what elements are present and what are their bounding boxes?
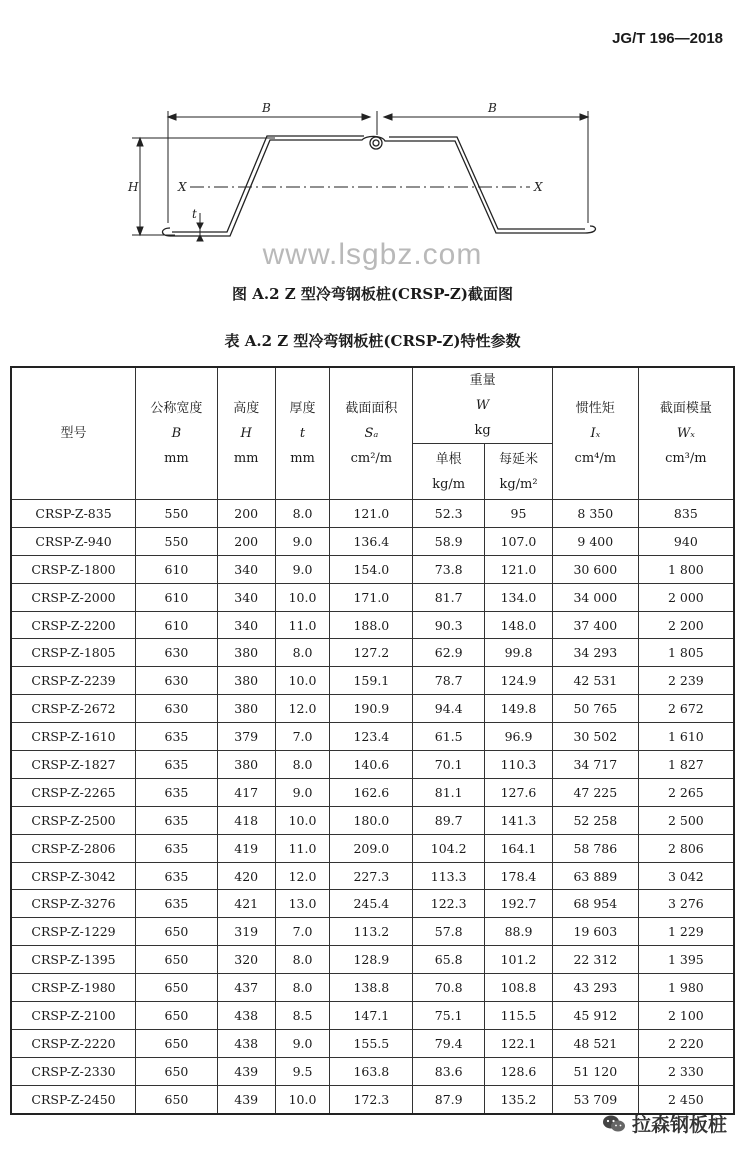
table-cell: 34 000 xyxy=(552,583,638,611)
standard-code: JG/T 196—2018 xyxy=(612,30,723,47)
table-cell: CRSP-Z-1610 xyxy=(11,723,136,751)
table-cell: 438 xyxy=(217,1029,275,1057)
table-cell: 43 293 xyxy=(552,974,638,1002)
header-weight: 重量 W kg xyxy=(413,367,553,444)
table-cell: 138.8 xyxy=(330,974,413,1002)
table-row xyxy=(11,555,734,583)
table-cell: 635 xyxy=(136,834,218,862)
table-cell: 121.0 xyxy=(330,500,413,528)
table-cell: 61.5 xyxy=(413,723,485,751)
table-cell: 380 xyxy=(217,639,275,667)
table-cell: 320 xyxy=(217,946,275,974)
table-row xyxy=(11,806,734,834)
table-cell: 90.3 xyxy=(413,611,485,639)
table-cell: 550 xyxy=(136,500,218,528)
table-cell: 81.1 xyxy=(413,778,485,806)
table-cell: CRSP-Z-2220 xyxy=(11,1029,136,1057)
table-cell: 419 xyxy=(217,834,275,862)
table-cell: 192.7 xyxy=(485,890,553,918)
table-cell: 140.6 xyxy=(330,751,413,779)
header-modulus: 截面模量 Wₓ cm³/m xyxy=(638,367,734,500)
table-cell: 159.1 xyxy=(330,667,413,695)
table-cell: 104.2 xyxy=(413,834,485,862)
table-cell: 635 xyxy=(136,751,218,779)
table-cell: 79.4 xyxy=(413,1029,485,1057)
table-cell: 70.8 xyxy=(413,974,485,1002)
table-cell: 380 xyxy=(217,667,275,695)
header-width: 公称宽度 B mm xyxy=(136,367,218,500)
table-cell: 89.7 xyxy=(413,806,485,834)
table-cell: CRSP-Z-2239 xyxy=(11,667,136,695)
table-row xyxy=(11,1057,734,1085)
footer-brand xyxy=(602,1110,727,1137)
table-cell: 630 xyxy=(136,695,218,723)
table-cell: 635 xyxy=(136,806,218,834)
table-row xyxy=(11,527,734,555)
table-cell: CRSP-Z-2450 xyxy=(11,1085,136,1113)
table-cell: 83.6 xyxy=(413,1057,485,1085)
table-cell: 163.8 xyxy=(330,1057,413,1085)
watermark-url: www.lsgbz.com xyxy=(262,238,483,271)
table-cell: 439 xyxy=(217,1085,275,1113)
table-cell: 164.1 xyxy=(485,834,553,862)
table-cell: 136.4 xyxy=(330,527,413,555)
table-cell: 550 xyxy=(136,527,218,555)
header-inertia: 惯性矩 Iₓ cm⁴/m xyxy=(552,367,638,500)
table-cell: 57.8 xyxy=(413,918,485,946)
table-cell: 10.0 xyxy=(275,806,330,834)
table-row xyxy=(11,695,734,723)
table-cell: 115.5 xyxy=(485,1002,553,1030)
table-cell: 124.9 xyxy=(485,667,553,695)
table-cell: 650 xyxy=(136,1085,218,1113)
table-cell: 200 xyxy=(217,527,275,555)
table-cell: 438 xyxy=(217,1002,275,1030)
table-cell: 10.0 xyxy=(275,583,330,611)
table-cell: 178.4 xyxy=(485,862,553,890)
table-row xyxy=(11,862,734,890)
table-row xyxy=(11,1029,734,1057)
table-cell: CRSP-Z-2265 xyxy=(11,778,136,806)
table-cell: 650 xyxy=(136,1057,218,1085)
table-cell: 34 717 xyxy=(552,751,638,779)
table-cell: 2 450 xyxy=(638,1085,734,1113)
table-cell: 128.9 xyxy=(330,946,413,974)
table-cell: 2 265 xyxy=(638,778,734,806)
table-cell: 42 531 xyxy=(552,667,638,695)
table-cell: 421 xyxy=(217,890,275,918)
table-cell: 3 276 xyxy=(638,890,734,918)
label-h: H xyxy=(128,180,139,194)
header-thickness: 厚度 t mm xyxy=(275,367,330,500)
table-cell: 630 xyxy=(136,667,218,695)
table-cell: 417 xyxy=(217,778,275,806)
table-cell: 108.8 xyxy=(485,974,553,1002)
table-cell: 635 xyxy=(136,890,218,918)
table-cell: 10.0 xyxy=(275,667,330,695)
table-cell: 50 765 xyxy=(552,695,638,723)
table-row xyxy=(11,1002,734,1030)
table-cell: 19 603 xyxy=(552,918,638,946)
table-cell: 11.0 xyxy=(275,611,330,639)
table-cell: 380 xyxy=(217,695,275,723)
table-cell: 141.3 xyxy=(485,806,553,834)
table-cell: 68 954 xyxy=(552,890,638,918)
table-cell: 8.0 xyxy=(275,751,330,779)
header-model: 型号 xyxy=(11,367,136,500)
table-cell: 180.0 xyxy=(330,806,413,834)
table-cell: 96.9 xyxy=(485,723,553,751)
table-cell: 75.1 xyxy=(413,1002,485,1030)
table-row xyxy=(11,918,734,946)
table-cell: 8.0 xyxy=(275,974,330,1002)
table-row xyxy=(11,974,734,1002)
table-cell: 650 xyxy=(136,946,218,974)
table-row xyxy=(11,834,734,862)
table-cell: 63 889 xyxy=(552,862,638,890)
table-cell: 122.3 xyxy=(413,890,485,918)
table-cell: 835 xyxy=(638,500,734,528)
table-cell: 9.0 xyxy=(275,555,330,583)
header-height: 高度 H mm xyxy=(217,367,275,500)
table-cell: 940 xyxy=(638,527,734,555)
table-cell: CRSP-Z-1980 xyxy=(11,974,136,1002)
table-cell: 9.5 xyxy=(275,1057,330,1085)
table-cell: 11.0 xyxy=(275,834,330,862)
table-cell: 30 600 xyxy=(552,555,638,583)
table-row xyxy=(11,667,734,695)
table-row xyxy=(11,890,734,918)
table-row xyxy=(11,500,734,528)
table-cell: 2 672 xyxy=(638,695,734,723)
table-cell: 650 xyxy=(136,918,218,946)
table-cell: 101.2 xyxy=(485,946,553,974)
table-cell: 1 395 xyxy=(638,946,734,974)
table-cell: 2 220 xyxy=(638,1029,734,1057)
brand-text: 拉森钢板桩 xyxy=(631,1114,727,1136)
table-cell: CRSP-Z-835 xyxy=(11,500,136,528)
table-cell: 45 912 xyxy=(552,1002,638,1030)
table-cell: 8.0 xyxy=(275,946,330,974)
table-cell: 48 521 xyxy=(552,1029,638,1057)
table-cell: 171.0 xyxy=(330,583,413,611)
table-cell: 439 xyxy=(217,1057,275,1085)
table-cell: 610 xyxy=(136,611,218,639)
table-cell: 22 312 xyxy=(552,946,638,974)
table-cell: CRSP-Z-2330 xyxy=(11,1057,136,1085)
table-cell: 8.5 xyxy=(275,1002,330,1030)
table-cell: 8 350 xyxy=(552,500,638,528)
table-cell: 2 239 xyxy=(638,667,734,695)
header-weight-per-m: 每延米 kg/m² xyxy=(485,444,553,500)
label-x-right: X xyxy=(534,180,543,194)
properties-table xyxy=(10,366,735,1115)
table-cell: 135.2 xyxy=(485,1085,553,1113)
table-cell: 2 200 xyxy=(638,611,734,639)
table-cell: 1 229 xyxy=(638,918,734,946)
label-t: t xyxy=(192,207,197,221)
table-cell: 3 042 xyxy=(638,862,734,890)
table-cell: 113.2 xyxy=(330,918,413,946)
table-cell: CRSP-Z-2000 xyxy=(11,583,136,611)
table-cell: 30 502 xyxy=(552,723,638,751)
table-cell: 121.0 xyxy=(485,555,553,583)
table-cell: 1 800 xyxy=(638,555,734,583)
table-cell: 437 xyxy=(217,974,275,1002)
table-cell: 123.4 xyxy=(330,723,413,751)
table-cell: 379 xyxy=(217,723,275,751)
table-cell: 9.0 xyxy=(275,527,330,555)
table-cell: CRSP-Z-1805 xyxy=(11,639,136,667)
table-cell: 245.4 xyxy=(330,890,413,918)
table-cell: 340 xyxy=(217,555,275,583)
table-row xyxy=(11,583,734,611)
table-cell: 319 xyxy=(217,918,275,946)
table-cell: 227.3 xyxy=(330,862,413,890)
z-pile-section-diagram xyxy=(0,95,745,260)
table-cell: 610 xyxy=(136,583,218,611)
table-cell: 94.4 xyxy=(413,695,485,723)
table-cell: CRSP-Z-2100 xyxy=(11,1002,136,1030)
table-cell: 172.3 xyxy=(330,1085,413,1113)
table-cell: 53 709 xyxy=(552,1085,638,1113)
table-cell: 110.3 xyxy=(485,751,553,779)
table-cell: 34 293 xyxy=(552,639,638,667)
label-b-left: B xyxy=(262,101,271,115)
header-area: 截面面积 Sₐ cm²/m xyxy=(330,367,413,500)
label-x-left: X xyxy=(178,180,187,194)
table-cell: 70.1 xyxy=(413,751,485,779)
table-cell: 2 100 xyxy=(638,1002,734,1030)
table-row xyxy=(11,751,734,779)
table-cell: 650 xyxy=(136,1029,218,1057)
table-cell: 1 610 xyxy=(638,723,734,751)
table-cell: 650 xyxy=(136,974,218,1002)
table-cell: 1 827 xyxy=(638,751,734,779)
table-row xyxy=(11,946,734,974)
table-cell: 95 xyxy=(485,500,553,528)
table-cell: 420 xyxy=(217,862,275,890)
table-cell: 2 000 xyxy=(638,583,734,611)
table-cell: 73.8 xyxy=(413,555,485,583)
table-cell: 635 xyxy=(136,778,218,806)
table-cell: 113.3 xyxy=(413,862,485,890)
table-cell: CRSP-Z-1827 xyxy=(11,751,136,779)
table-cell: 650 xyxy=(136,1002,218,1030)
table-cell: 610 xyxy=(136,555,218,583)
table-cell: 418 xyxy=(217,806,275,834)
table-cell: 65.8 xyxy=(413,946,485,974)
table-cell: 162.6 xyxy=(330,778,413,806)
table-cell: 635 xyxy=(136,723,218,751)
table-cell: 8.0 xyxy=(275,639,330,667)
table-cell: 188.0 xyxy=(330,611,413,639)
table-cell: 1 805 xyxy=(638,639,734,667)
table-cell: 149.8 xyxy=(485,695,553,723)
table-cell: 12.0 xyxy=(275,695,330,723)
table-cell: CRSP-Z-1800 xyxy=(11,555,136,583)
table-cell: 99.8 xyxy=(485,639,553,667)
table-cell: 122.1 xyxy=(485,1029,553,1057)
table-cell: 190.9 xyxy=(330,695,413,723)
table-cell: CRSP-Z-1229 xyxy=(11,918,136,946)
label-b-right: B xyxy=(488,101,497,115)
table-cell: 12.0 xyxy=(275,862,330,890)
table-cell: 9.0 xyxy=(275,1029,330,1057)
table-cell: 13.0 xyxy=(275,890,330,918)
table-cell: 154.0 xyxy=(330,555,413,583)
table-caption: 表 A.2 Z 型冷弯钢板桩(CRSP-Z)特性参数 xyxy=(224,332,521,350)
table-cell: 9 400 xyxy=(552,527,638,555)
table-cell: 87.9 xyxy=(413,1085,485,1113)
table-cell: 630 xyxy=(136,639,218,667)
table-cell: CRSP-Z-2500 xyxy=(11,806,136,834)
table-cell: 134.0 xyxy=(485,583,553,611)
table-cell: 200 xyxy=(217,500,275,528)
table-cell: CRSP-Z-2672 xyxy=(11,695,136,723)
table-cell: 148.0 xyxy=(485,611,553,639)
table-cell: 9.0 xyxy=(275,778,330,806)
table-cell: 155.5 xyxy=(330,1029,413,1057)
table-cell: 58.9 xyxy=(413,527,485,555)
table-cell: 340 xyxy=(217,583,275,611)
table-cell: CRSP-Z-1395 xyxy=(11,946,136,974)
table-cell: 62.9 xyxy=(413,639,485,667)
table-cell: 88.9 xyxy=(485,918,553,946)
wechat-icon xyxy=(602,1114,626,1134)
table-cell: CRSP-Z-3276 xyxy=(11,890,136,918)
table-cell: 107.0 xyxy=(485,527,553,555)
table-cell: 52 258 xyxy=(552,806,638,834)
table-cell: CRSP-Z-940 xyxy=(11,527,136,555)
table-cell: 147.1 xyxy=(330,1002,413,1030)
table-cell: 209.0 xyxy=(330,834,413,862)
table-cell: CRSP-Z-2806 xyxy=(11,834,136,862)
table-cell: 127.2 xyxy=(330,639,413,667)
table-row xyxy=(11,723,734,751)
table-cell: 37 400 xyxy=(552,611,638,639)
table-cell: 81.7 xyxy=(413,583,485,611)
header-weight-single: 单根 kg/m xyxy=(413,444,485,500)
figure-caption: 图 A.2 Z 型冷弯钢板桩(CRSP-Z)截面图 xyxy=(232,285,513,303)
table-cell: 1 980 xyxy=(638,974,734,1002)
table-cell: 8.0 xyxy=(275,500,330,528)
table-cell: 635 xyxy=(136,862,218,890)
table-cell: 127.6 xyxy=(485,778,553,806)
table-row xyxy=(11,611,734,639)
table-row xyxy=(11,639,734,667)
table-cell: 78.7 xyxy=(413,667,485,695)
table-cell: 7.0 xyxy=(275,918,330,946)
table-cell: CRSP-Z-3042 xyxy=(11,862,136,890)
table-cell: 128.6 xyxy=(485,1057,553,1085)
table-cell: 58 786 xyxy=(552,834,638,862)
pile-profile xyxy=(163,136,596,236)
table-cell: 340 xyxy=(217,611,275,639)
table-cell: 2 806 xyxy=(638,834,734,862)
table-row xyxy=(11,778,734,806)
table-cell: 47 225 xyxy=(552,778,638,806)
table-cell: 10.0 xyxy=(275,1085,330,1113)
table-cell: 380 xyxy=(217,751,275,779)
table-cell: 52.3 xyxy=(413,500,485,528)
table-cell: CRSP-Z-2200 xyxy=(11,611,136,639)
table-cell: 7.0 xyxy=(275,723,330,751)
table-cell: 2 330 xyxy=(638,1057,734,1085)
table-cell: 51 120 xyxy=(552,1057,638,1085)
table-cell: 2 500 xyxy=(638,806,734,834)
